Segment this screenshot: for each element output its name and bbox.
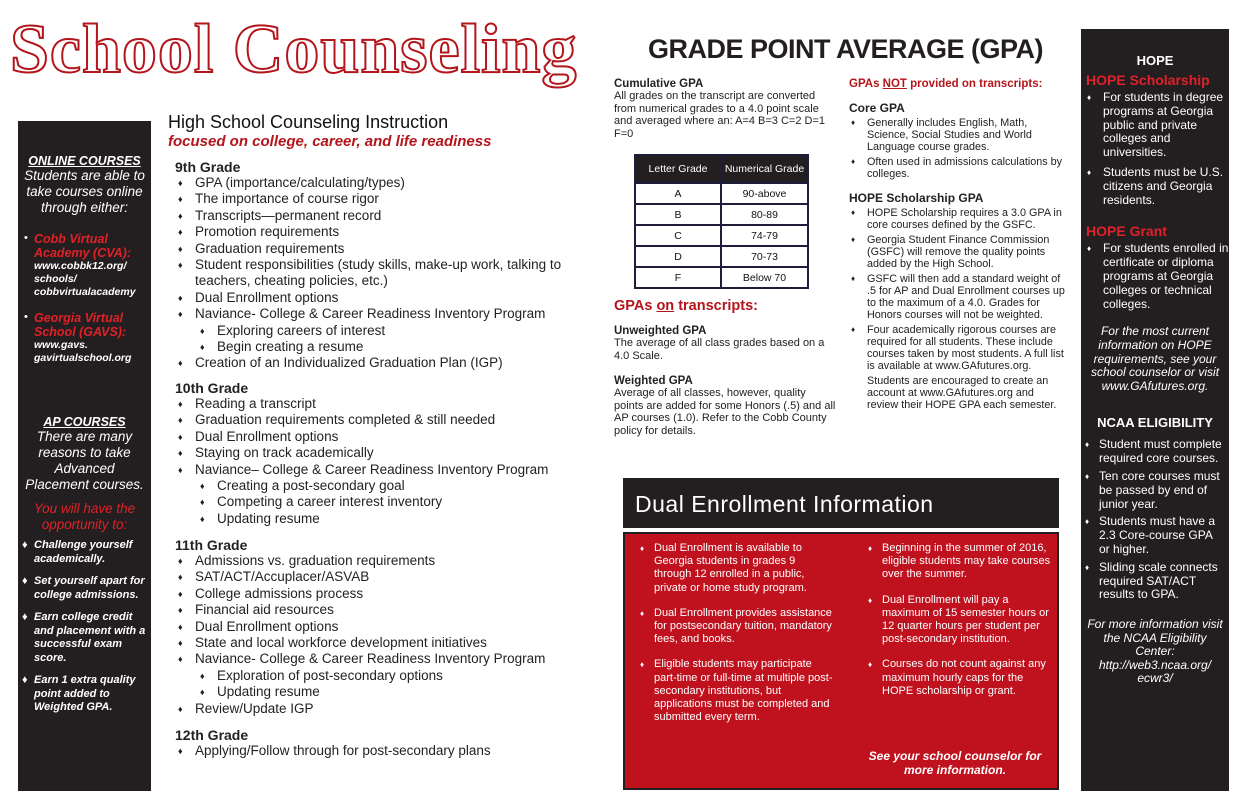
weighted-gpa-section [614, 375, 836, 437]
list-item: ♦ Sliding scale connects required SAT/ACT results to GPA. [1081, 561, 1225, 602]
dual-enrollment-note: See your school counselor for more information. [868, 749, 1042, 777]
table-row [636, 247, 807, 266]
list-item: ♦ Creation of an Individualized Graduation Plan (IGP) [175, 355, 595, 371]
list-item: ♦ Reading a transcript [175, 396, 595, 412]
table-cell: 74-79 [722, 226, 807, 245]
table-row [636, 268, 807, 287]
list-item: ♦ Georgia Student Finance Commission (GSFC) will remove the quality points added by the High School. [849, 234, 1065, 270]
list-item: ♦ Review/Update IGP [175, 701, 595, 717]
cumulative-gpa-section [614, 78, 836, 140]
list-item: ♦ Transcripts—permanent record [175, 208, 595, 224]
sub-list-item: ♦ Updating resume [175, 684, 595, 700]
online-courses-text: Students are able to take courses online through either: [24, 168, 145, 215]
opportunity-text: You will have the opportunity to: [33, 501, 136, 532]
grade-11-section [175, 537, 595, 717]
ap-courses-text: There are many reasons to take Advanced Placement courses. [25, 429, 144, 492]
grade-heading: 11th Grade [175, 537, 248, 553]
option-name: Georgia Virtual School (GAVS): [34, 311, 127, 339]
list-item: ♦ Applying/Follow through for post-secondary plans [175, 743, 595, 759]
diamond-icon: ♦ [22, 674, 28, 686]
list-item: ♦ Dual Enrollment is available to Georgia students in grades 9 through 12 enrolled in a public, private or home study program. [637, 542, 833, 595]
bullet-icon: • [24, 311, 28, 323]
grade-scale-table-wrap [634, 154, 809, 289]
table-header: Letter Grade [636, 156, 720, 182]
hope-gpa-section [849, 191, 1065, 411]
option-url[interactable]: www.cobbk12.org/ schools/ cobbvirtualacademy [34, 260, 136, 298]
grade-scale-table [634, 154, 809, 289]
list-item: ♦ College admissions process [175, 586, 595, 602]
list-item: ♦ Naviance- College & Career Readiness Inventory Program [175, 651, 595, 667]
sub-list-item: ♦ Exploration of post-secondary options [175, 668, 595, 684]
hope-note: For the most current information on HOPE requirements, see your school counselor or visit www.GAfutures.org. [1090, 324, 1220, 393]
table-cell: Below 70 [722, 268, 807, 287]
table-cell: D [636, 247, 720, 266]
list-item: ♦ Generally includes English, Math, Science, Social Studies and World Language course grades. [849, 117, 1065, 153]
list-item: ♦ SAT/ACT/Accuplacer/ASVAB [175, 569, 595, 585]
core-heading: Core GPA [849, 101, 905, 115]
sub-list-item: ♦ Begin creating a resume [175, 339, 595, 355]
table-cell: C [636, 226, 720, 245]
list-item: ♦ Ten core courses must be passed by end of junior year. [1081, 470, 1225, 511]
list-item: ♦ Dual Enrollment will pay a maximum of 15 semester hours or 12 quarter hours per student per post-secondary institution. [865, 594, 1051, 647]
diamond-icon: ♦ [22, 575, 28, 587]
list-item: ♦ Eligible students may participate part-time or full-time at multiple post-secondary institutions, but applications must be completed and submitted every term. [637, 658, 833, 724]
list-item: ♦ Dual Enrollment options [175, 290, 595, 306]
core-gpa-section [849, 101, 1065, 183]
list-item: ♦ Promotion requirements [175, 224, 595, 240]
gpa-title: GRADE POINT AVERAGE (GPA) [648, 34, 1044, 64]
unweighted-text: The average of all class grades based on a 4.0 Scale. [614, 337, 825, 362]
table-row [636, 226, 807, 245]
unweighted-heading: Unweighted GPA [614, 325, 707, 337]
ap-courses-heading: AP COURSES [43, 415, 126, 429]
list-item: ♦ Courses do not count against any maximum hourly caps for the HOPE scholarship or grant. [865, 658, 1051, 698]
opportunity-item: ♦ Set yourself apart for college admissions. [22, 575, 145, 601]
table-cell: 80-89 [722, 205, 807, 224]
grade-list [175, 553, 595, 717]
list-item: ♦ Student responsibilities (study skills, make-up work, talking to teachers, cheating policies, etc.) [175, 257, 595, 290]
list-item: ♦ Graduation requirements completed & still needed [175, 412, 595, 428]
table-cell: A [636, 184, 720, 203]
hope-gpa-heading: HOPE Scholarship GPA [849, 191, 984, 205]
opportunity-item: ♦ Challenge yourself academically. [22, 539, 133, 565]
grade-12-section [175, 727, 595, 759]
grade-heading: 10th Grade [175, 380, 249, 396]
list-item: ♦ For students enrolled in certificate or diploma programs at Georgia colleges or technical colleges. [1081, 242, 1229, 311]
list-item: ♦ The importance of course rigor [175, 191, 595, 207]
weighted-heading: Weighted GPA [614, 375, 693, 387]
table-row [636, 205, 807, 224]
table-cell: B [636, 205, 720, 224]
dual-enrollment-left-list [637, 542, 833, 736]
list-item: ♦ Staying on track academically [175, 445, 595, 461]
list-item: ♦ State and local workforce development initiatives [175, 635, 595, 651]
online-options [18, 232, 151, 365]
ncaa-heading: NCAA ELIGIBILITY [1097, 415, 1213, 431]
core-list [849, 117, 1065, 180]
list-item: ♦ Financial aid resources [175, 602, 595, 618]
list-item: ♦ Naviance- College & Career Readiness Inventory Program [175, 306, 595, 322]
grade-list [175, 175, 595, 372]
instruction-title: High School Counseling Instruction [168, 112, 449, 132]
diamond-icon: ♦ [22, 611, 28, 623]
grade-9-section [175, 159, 595, 372]
list-item: ♦ For students in degree programs at Georgia public and private colleges and universities. [1081, 91, 1229, 160]
list-item: ♦ Dual Enrollment options [175, 619, 595, 635]
hope-gpa-note: Students are encouraged to create an account at www.GAfutures.org and review their HOPE GPA each semester. [867, 375, 1057, 411]
hope-heading: HOPE [1136, 53, 1174, 68]
gpas-on-transcripts-heading: GPAs on transcripts: [614, 298, 758, 314]
sub-list-item: ♦ Updating resume [175, 511, 595, 527]
grade-10-section [175, 380, 595, 527]
right-sidebar [1081, 29, 1229, 791]
opportunity-item: ♦ Earn 1 extra quality point added to Weighted GPA. [22, 674, 136, 713]
list-item: ♦ Graduation requirements [175, 241, 595, 257]
opportunity-item: ♦ Earn college credit and placement with a successful exam score. [22, 611, 146, 664]
list-item: ♦ GSFC will then add a standard weight of .5 for AP and Dual Enrollment courses up to the maximum of a 4.0. Grades for Honors courses will not be weighted. [849, 273, 1065, 321]
diamond-icon: ♦ [22, 539, 28, 551]
hope-grant-heading: HOPE Grant [1086, 223, 1167, 240]
unweighted-gpa-section [614, 325, 839, 362]
table-header-row [636, 156, 807, 182]
online-option [18, 232, 151, 299]
cumulative-heading: Cumulative GPA [614, 78, 704, 90]
list-item: ♦ HOPE Scholarship requires a 3.0 GPA in core courses defined by the GSFC. [849, 207, 1065, 231]
table-cell: 90-above [722, 184, 807, 203]
option-name: Cobb Virtual Academy (CVA): [34, 232, 132, 260]
instruction-subtitle: focused on college, career, and life readiness [168, 133, 492, 150]
list-item: ♦ Dual Enrollment provides assistance for postsecondary tuition, mandatory fees, and books. [637, 607, 833, 647]
grade-heading: 9th Grade [175, 159, 241, 175]
sub-list-item: ♦ Competing a career interest inventory [175, 494, 595, 510]
list-item: ♦ Students must be U.S. citizens and Georgia residents. [1081, 166, 1229, 207]
list-item: ♦ Admissions vs. graduation requirements [175, 553, 595, 569]
dual-enrollment-box [623, 532, 1059, 790]
list-item: ♦ Naviance– College & Career Readiness Inventory Program [175, 462, 595, 478]
list-item: ♦ Dual Enrollment options [175, 429, 595, 445]
opportunity-list [18, 539, 151, 715]
sub-list-item: ♦ Creating a post-secondary goal [175, 478, 595, 494]
dual-enrollment-right-list [865, 542, 1051, 710]
page-title: School Counseling [10, 11, 578, 88]
hope-scholarship-list [1081, 91, 1229, 207]
online-courses-heading: ONLINE COURSES [28, 154, 141, 168]
ncaa-list [1081, 438, 1229, 602]
grade-list [175, 743, 595, 759]
table-row [636, 184, 807, 203]
table-cell: 70-73 [722, 247, 807, 266]
list-item: ♦ Beginning in the summer of 2016, eligible students may take courses over the summer. [865, 542, 1051, 582]
hope-gpa-list [849, 207, 1065, 372]
grade-list [175, 396, 595, 527]
weighted-text: Average of all classes, however, quality points are added for some Honors (.5) and all AP courses (1.0). Refer to the Cobb County policy for details. [614, 387, 836, 437]
list-item: ♦ Often used in admissions calculations by colleges. [849, 156, 1065, 180]
list-item: ♦ GPA (importance/calculating/types) [175, 175, 595, 191]
list-item: ♦ Four academically rigorous courses are required for all students. These include courses taken by most students. A full list is available at www.GAfutures.org. [849, 324, 1065, 372]
table-header: Numerical Grade [722, 156, 807, 182]
list-item: ♦ Students must have a 2.3 Core-course GPA or higher. [1081, 515, 1225, 556]
list-item: ♦ Student must complete required core courses. [1081, 438, 1225, 466]
option-url[interactable]: www.gavs. gavirtualschool.org [34, 339, 132, 364]
bullet-icon: • [24, 232, 28, 244]
online-option [18, 311, 151, 365]
table-cell: F [636, 268, 720, 287]
grade-heading: 12th Grade [175, 727, 249, 743]
ncaa-note: For more information visit the NCAA Eligibility Center: http://web3.ncaa.org/ ecwr3/ [1087, 617, 1223, 686]
hope-scholarship-heading: HOPE Scholarship [1086, 72, 1210, 88]
sub-list-item: ♦ Exploring careers of interest [175, 323, 595, 339]
cumulative-text: All grades on the transcript are converted from numerical grades to a 4.0 point scale and averaged where an: A=4 B=3 C=2 D=1 F=0 [614, 90, 825, 140]
gpas-not-provided-heading: GPAs NOT provided on transcripts: [849, 78, 1043, 90]
dual-enrollment-title: Dual Enrollment Information [623, 478, 1059, 528]
left-sidebar [18, 121, 151, 791]
hope-grant-list [1081, 242, 1229, 311]
